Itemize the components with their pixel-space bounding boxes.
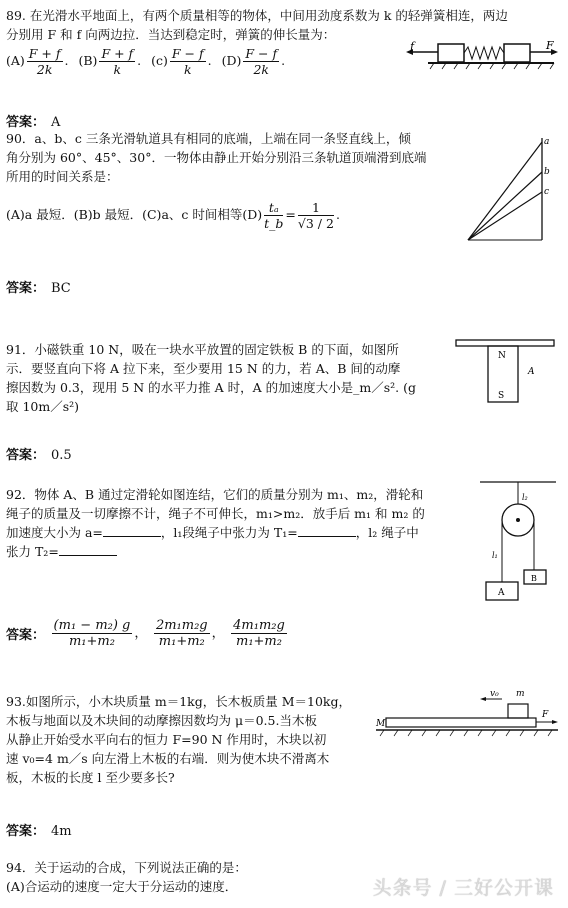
q89-option-a: (A) $\frac{F + f}{2k}$ . — [6, 46, 69, 77]
q90-incline-figure — [462, 134, 558, 246]
q90-options: (A)a 最短．(B)b 最短．(C)a、c 时间相等(D) $\frac{\text{tₐ}}{t\_b}$ = $\frac{1}{√3 / 2}$ . — [6, 200, 340, 231]
q89-spring-figure — [404, 40, 560, 76]
svg-text:l₁: l₁ — [492, 551, 498, 560]
answer-93: 答案： 4m — [6, 824, 72, 839]
svg-text:F: F — [542, 710, 549, 720]
q90-text: 90．a、b、c 三条光滑轨道具有相同的底端，上端在同一条竖直线上，倾 角分别为 60°、45°、30°．一物体由静止开始分别沿三条轨道顶端滑到底端 所用的时间关系是： (A)a 最短．(B)b 最短．(C)a、c 时间相等(D) $\frac{\text{tₐ}}{t\_b}$ = $\frac{1}{√3 / 2}$ . — [6, 129, 466, 231]
blank-t2 — [59, 543, 117, 556]
svg-text:b: b — [544, 167, 550, 177]
answer-92: 答案： $\frac{\text{(m₁ − m₂) g}}{\text{m₁+m₂}}$ ， $\frac{\text{2m₁m₂g}}{\text{m₁+m₂}}$ ， $\frac{\text{4m₁m₂g}}{\text{m₁+m₂}}$ — [6, 618, 285, 649]
svg-text:A: A — [528, 367, 535, 377]
q93-text: 93.如图所示，小木块质量 m＝1kg，长木板质量 M＝10kg， 木板与地面以及木块间的动摩擦因数均为 μ＝0.5.当木板 从静止开始受水平向右的恒力 F=90 N 作用时，木块以初 速 v₀=4 m／s 向左滑上木板的右端．则为使木块不滑离木 板，木板的长度 l 至少要多长? — [6, 694, 351, 785]
q91-text: 91．小磁铁重 10 N，吸在一块水平放置的固定铁板 B 的下面，如图所 示．要竖直向下将 A 拉下来，至少要用 15 N 的力，若 A、B 间的动摩 擦因数为 0.3，现用 5 N 的水平力推 A 时，A 的加速度大小是_m／s². (g 取 10m／s²) — [6, 342, 416, 414]
svg-text:c: c — [544, 187, 550, 197]
q92-pulley-figure — [478, 478, 558, 606]
svg-text:N: N — [498, 351, 506, 361]
q93-board-figure — [374, 686, 560, 742]
svg-text:A: A — [498, 588, 505, 598]
blank-a — [103, 524, 161, 537]
svg-text:m: m — [516, 689, 525, 699]
svg-text:f: f — [410, 40, 415, 53]
answer-89: 答案： A — [6, 115, 61, 130]
svg-text:M: M — [376, 719, 386, 729]
q89-option-d: (D) $\frac{F - f}{2k}$ . — [221, 46, 286, 77]
svg-text:v₀: v₀ — [490, 689, 499, 699]
svg-text:a: a — [544, 137, 550, 147]
q89-text: 89. 在光滑水平地面上，有两个质量相等的物体，中间用劲度系数为 k 的轻弹簧相连，两边 分别用 F 和 f 向两边拉．当达到稳定时，弹簧的伸长量为： (A) $\frac{F + f}{2k}$ . (B) $\frac{F + f}{k}$ . (c) $\frac{F - f}{k}$ . (D) $\frac{F - f}{2k}$ . — [6, 6, 562, 77]
q91-magnet-figure — [454, 336, 558, 406]
watermark: 头条号 / 三好公开课 — [372, 877, 554, 899]
svg-text:l₂: l₂ — [522, 493, 528, 502]
svg-text:S: S — [498, 391, 505, 401]
blank-t1 — [298, 524, 356, 537]
q92-text: 92．物体 A、B 通过定滑轮如图连结，它们的质量分别为 m₁、m₂，滑轮和 绳子的质量及一切摩擦不计，绳子不可伸长，m₁>m₂．放手后 m₁ 和 m₂ 的 加速度大小为 a= ，l₁段绳子中张力为 T₁= ，l₂ 绳子中 张力 T₂= — [6, 487, 425, 559]
svg-text:F: F — [546, 40, 554, 52]
svg-text:B: B — [531, 574, 537, 583]
q89-option-b: (B) $\frac{F + f}{k}$ . — [78, 46, 142, 77]
q89-option-c: (c) $\frac{F - f}{k}$ . — [151, 46, 212, 77]
q94-text: 94．关于运动的合成，下列说法正确的是： (A)合运动的速度一定大于分运动的速度． — [6, 860, 247, 894]
answer-90: 答案： BC — [6, 281, 71, 296]
answer-91: 答案： 0.5 — [6, 448, 72, 463]
